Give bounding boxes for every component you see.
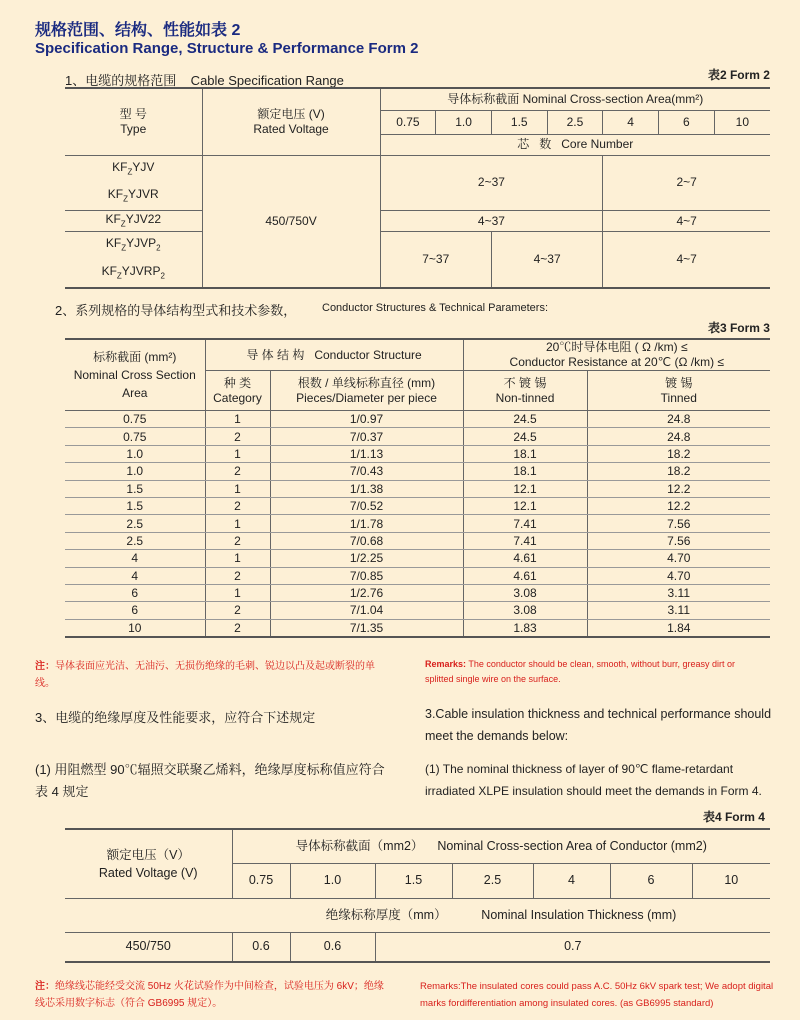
size: 1.0	[436, 110, 492, 134]
type-cell: $KF_ZYJV$ $KF_ZYJVR$	[65, 155, 202, 211]
section-3-en: 3.Cable insulation thickness and technical performance should meet the demands below:	[425, 707, 772, 743]
size: 4	[603, 110, 659, 134]
conductor-table	[65, 338, 770, 638]
table-cell: 2	[205, 497, 270, 514]
table-cell: 1.83	[463, 619, 587, 637]
thickness-value: 0.6	[290, 932, 375, 962]
size: 1.5	[375, 863, 452, 898]
table-cell: 7/1.04	[270, 602, 463, 619]
table-row	[65, 619, 770, 637]
table-cell: 2.5	[65, 532, 205, 549]
table-cell: 7/0.37	[270, 428, 463, 445]
table-cell: 7/1.35	[270, 619, 463, 637]
table-row	[65, 463, 770, 480]
table-cell: 3.08	[463, 602, 587, 619]
table-cell: 7/0.68	[270, 532, 463, 549]
paragraph-1-cn: (1) 用阻燃型 90℃辐照交联聚乙烯料，绝缘厚度标称值应符合表 4 规定	[35, 762, 385, 799]
size: 1.5	[491, 110, 547, 134]
table-cell: 3.08	[463, 584, 587, 601]
table-row	[65, 550, 770, 567]
form-2-label: 表2 Form 2	[707, 68, 770, 82]
core-range: 4~7	[603, 232, 770, 288]
table-cell: 0.75	[65, 428, 205, 445]
core-range: 4~37	[491, 232, 602, 288]
table-cell: 7.56	[587, 532, 770, 549]
table-cell: 1.0	[65, 463, 205, 480]
table-row	[65, 515, 770, 532]
table-row	[65, 497, 770, 514]
section-3-cn: 3、电缆的绝缘厚度及性能要求，应符合下述规定	[35, 710, 316, 725]
size: 6	[658, 110, 714, 134]
non-tinned-header: 不 镀 锡 Non-tinned	[463, 371, 587, 411]
title-cn: 规格范围、结构、性能如表 2	[35, 22, 241, 39]
table-cell: 24.5	[463, 428, 587, 445]
size: 2.5	[452, 863, 533, 898]
paragraph-1-en: (1) The nominal thickness of layer of 90℃ flame-retardant irradiated XLPE insulation should meet the demands in Form 4.	[425, 762, 762, 798]
table-cell: 2	[205, 532, 270, 549]
table-cell: 7.41	[463, 515, 587, 532]
core-range: 4~37	[380, 211, 603, 232]
table-cell: 1/1.38	[270, 480, 463, 497]
table-cell: 7/0.52	[270, 497, 463, 514]
table-cell: 12.1	[463, 497, 587, 514]
blank	[65, 898, 232, 932]
pieces-header: 根数 / 单线标称直径 (mm) Pieces/Diameter per piece	[270, 371, 463, 411]
table-row	[65, 411, 770, 428]
table-cell: 2	[205, 567, 270, 584]
core-range: 7~37	[380, 232, 491, 288]
table-cell: 12.2	[587, 497, 770, 514]
table-cell: 2	[205, 428, 270, 445]
table-cell: 1	[205, 550, 270, 567]
size: 2.5	[547, 110, 603, 134]
note-1-en: Remarks: The conductor should be clean, smooth, without burr, greasy dirt or splitted single wire on the surface.	[425, 659, 736, 684]
size: 0.75	[232, 863, 290, 898]
core-range: 2~37	[380, 155, 603, 211]
table-cell: 4	[65, 567, 205, 584]
table-cell: 1	[205, 480, 270, 497]
form-3-label: 表3 Form 3	[707, 321, 770, 335]
resistance-header: 20℃时导体电阻 ( Ω /km) ≤ Conductor Resistance at 20℃ (Ω /km) ≤	[463, 339, 770, 371]
table-cell: 4.61	[463, 567, 587, 584]
table-cell: 7/0.85	[270, 567, 463, 584]
table-cell: 2	[205, 602, 270, 619]
table-cell: 6	[65, 602, 205, 619]
voltage-header: 额定电压 (V) Rated Voltage	[202, 88, 380, 155]
thickness-value: 0.6	[232, 932, 290, 962]
section-1-heading: 1、电缆的规格范围 Cable Specification Range	[65, 73, 344, 88]
size: 0.75	[380, 110, 436, 134]
table-cell: 1	[205, 584, 270, 601]
table-cell: 1	[205, 515, 270, 532]
table-cell: 1/1.78	[270, 515, 463, 532]
tinned-header: 镀 锡 Tinned	[587, 371, 770, 411]
table-row	[65, 532, 770, 549]
spec-range-table	[65, 87, 770, 289]
table-row	[65, 567, 770, 584]
table-cell: 2.5	[65, 515, 205, 532]
note-2-cn: 注：绝缘线芯能经受交流 50Hz 火花试验作为中间检查，试验电压为 6kV；绝缘线芯采用数字标志（符合 GB6995 规定）。	[35, 981, 384, 1009]
table-row	[65, 480, 770, 497]
table-cell: 4	[65, 550, 205, 567]
table-cell: 6	[65, 584, 205, 601]
table-cell: 4.70	[587, 550, 770, 567]
area-header: 导体标称截面 Nominal Cross-section Area(mm²)	[380, 88, 770, 110]
size: 6	[610, 863, 692, 898]
table-cell: 1.0	[65, 445, 205, 462]
table-cell: 4.70	[587, 567, 770, 584]
table-cell: 1.84	[587, 619, 770, 637]
core-range: 2~7	[603, 155, 770, 211]
table-cell: 18.1	[463, 463, 587, 480]
category-header: 种 类 Category	[205, 371, 270, 411]
table-cell: 3.11	[587, 602, 770, 619]
table-cell: 18.2	[587, 463, 770, 480]
size: 10	[692, 863, 770, 898]
table-cell: 1.5	[65, 480, 205, 497]
table-row	[65, 445, 770, 462]
thickness-header: 绝缘标称厚度（mm） Nominal Insulation Thickness (mm)	[232, 898, 770, 932]
voltage-cell: 450/750	[65, 932, 232, 962]
form-4-label: 表4 Form 4	[702, 810, 765, 824]
section-2-heading-en: Conductor Structures & Technical Parameters:	[322, 302, 549, 314]
voltage-cell: 450/750V	[202, 155, 380, 288]
size: 10	[714, 110, 770, 134]
table-cell: 7/0.43	[270, 463, 463, 480]
table-row	[65, 584, 770, 601]
table-cell: 0.75	[65, 411, 205, 428]
thickness-value: 0.7	[375, 932, 770, 962]
table-cell: 7.41	[463, 532, 587, 549]
table-cell: 18.2	[587, 445, 770, 462]
note-1-cn: 注：导体表面应光洁、无油污、无损伤绝缘的毛刺、锐边以凸及起或断裂的单线。	[35, 661, 375, 689]
core-range: 4~7	[603, 211, 770, 232]
core-number-header: 芯 数 Core Number	[380, 134, 770, 155]
table-cell: 12.2	[587, 480, 770, 497]
table-cell: 2	[205, 463, 270, 480]
table-row	[65, 428, 770, 445]
table-cell: 1/2.25	[270, 550, 463, 567]
table-cell: 2	[205, 619, 270, 637]
table-cell: 7.56	[587, 515, 770, 532]
table-cell: 1/2.76	[270, 584, 463, 601]
table-cell: 18.1	[463, 445, 587, 462]
table-cell: 1/1.13	[270, 445, 463, 462]
table-cell: 1/0.97	[270, 411, 463, 428]
size: 4	[533, 863, 610, 898]
table-cell: 4.61	[463, 550, 587, 567]
section-2-heading: 2、系列规格的导体结构型式和技术参数，	[55, 303, 297, 318]
type-cell: $KF_ZYJVP_2$ $KF_ZYJVRP_2$	[65, 232, 202, 288]
table-cell: 24.8	[587, 428, 770, 445]
type-cell: $KF_ZYJV22$	[65, 211, 202, 232]
table-cell: 12.1	[463, 480, 587, 497]
table-cell: 1	[205, 445, 270, 462]
area-header: 标称截面 (mm²) Nominal Cross Section Area	[65, 339, 205, 411]
title-en: Specification Range, Structure & Performance Form 2	[35, 40, 419, 57]
area-header: 导体标称截面（mm2） Nominal Cross-section Area of Conductor (mm2)	[232, 829, 770, 863]
table-cell: 10	[65, 619, 205, 637]
table-cell: 3.11	[587, 584, 770, 601]
voltage-header: 额定电压（V） Rated Voltage (V)	[65, 829, 232, 898]
size: 1.0	[290, 863, 375, 898]
table-cell: 24.8	[587, 411, 770, 428]
note-2-en: Remarks:The insulated cores could pass A.C. 50Hz 6kV spark test; We adopt digital marks fordifferentiation among insulated cores. (as GB6995 standard)	[420, 981, 774, 1009]
table-row	[65, 602, 770, 619]
table-cell: 1	[205, 411, 270, 428]
insulation-table	[65, 828, 770, 963]
type-header: 型 号 Type	[65, 88, 202, 155]
structure-header: 导 体 结 构 Conductor Structure	[205, 339, 463, 371]
table-cell: 1.5	[65, 497, 205, 514]
table-cell: 24.5	[463, 411, 587, 428]
